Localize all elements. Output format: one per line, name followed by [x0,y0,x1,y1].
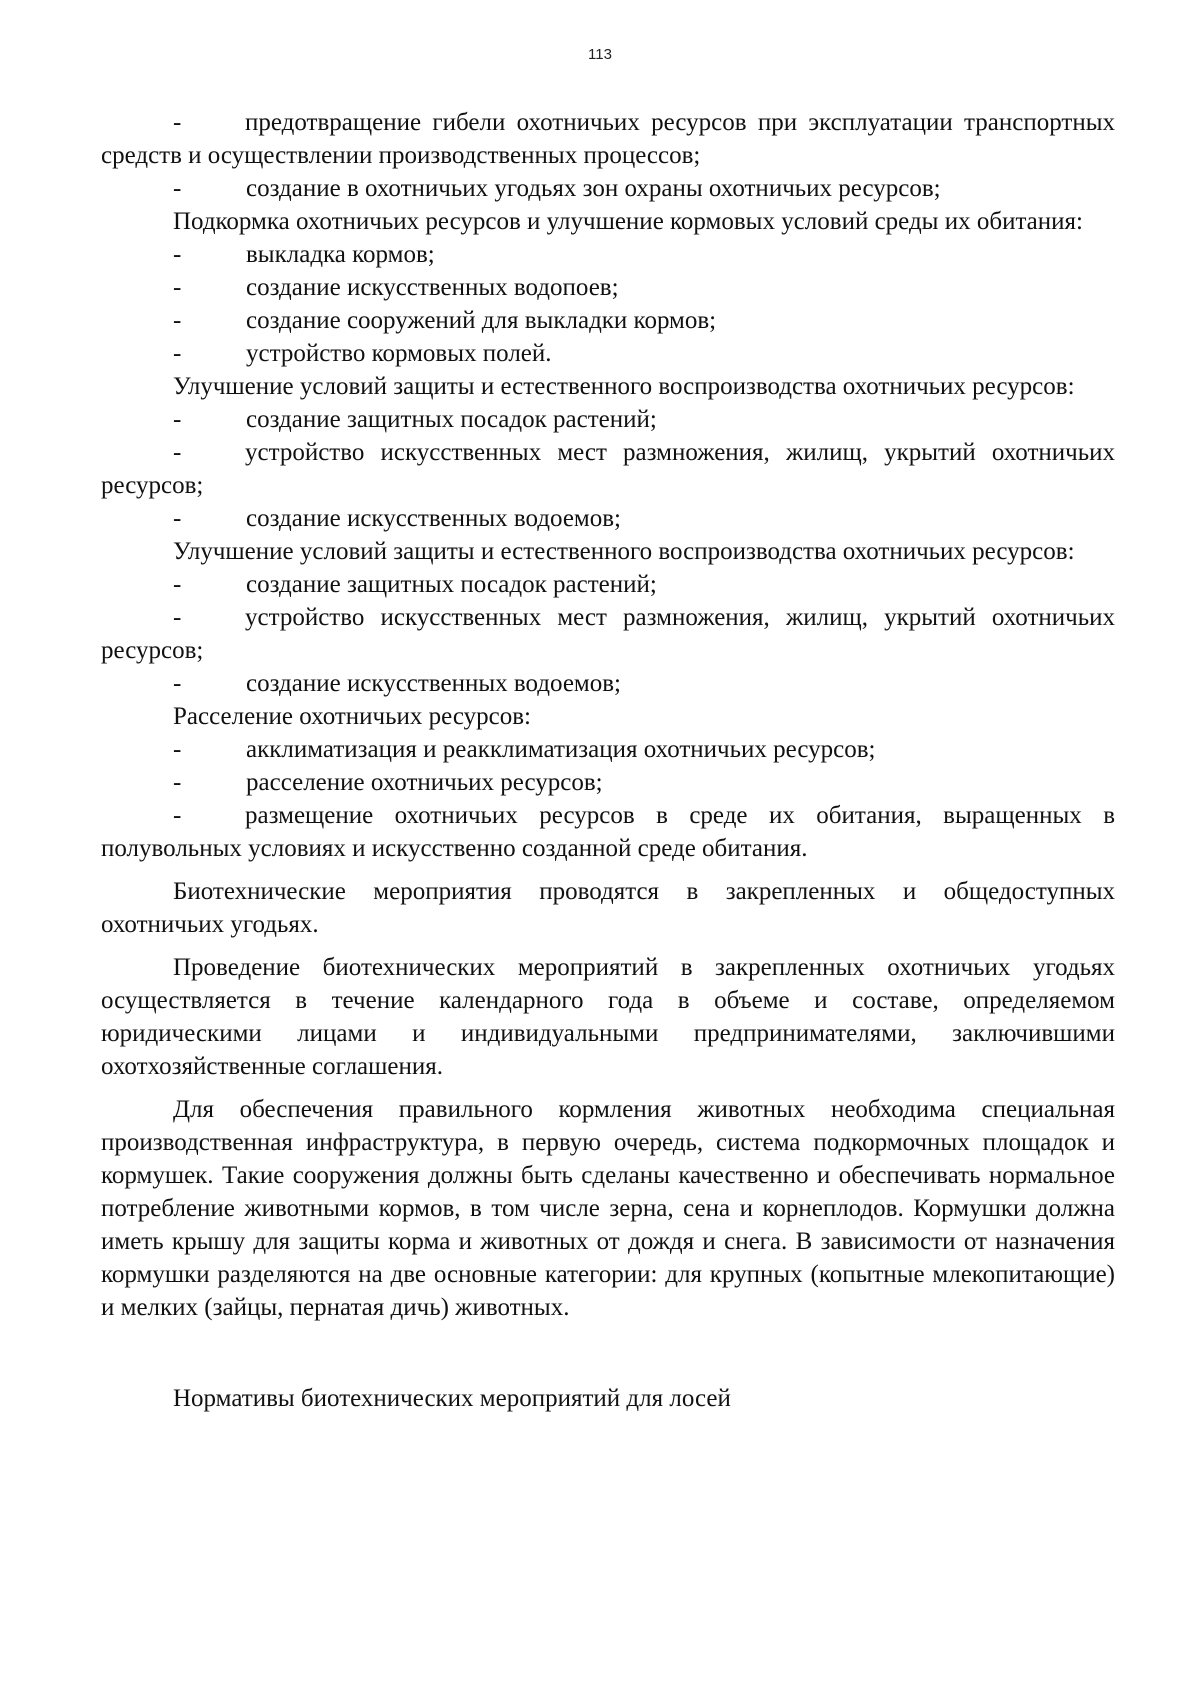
list-dash: - [173,670,182,697]
list-item [101,106,1115,172]
list-item-text: предотвращение гибели охотничьих ресурсов при эксплуатации транспортных средств и осуществлении производственных процессов; [101,109,1115,169]
list-item-text: выкладка кормов; [246,241,435,268]
paragraph: Для обеспечения правильного кормления животных необходима специальная производственная инфраструктура, в первую очередь, система подкормочных площадок и кормушек. Такие сооружения должны быть сделаны качественно и обеспечивать нормальное потребление животными кормов, в том числе зерна, сена и корнеплодов. Кормушки должна иметь крышу для защиты корма и животных от дождя и снега. В зависимости от назначения кормушки разделяются на две основные категории: для крупных (копытные млекопитающие) и мелких (зайцы, пернатая дичь) животных. [101,1096,1115,1321]
list-item [101,568,1115,601]
list-item [101,403,1115,436]
paragraph: Улучшение условий защиты и естественного воспроизводства охотничьих ресурсов: [173,538,1075,565]
list-dash: - [173,241,182,268]
list-dash: - [173,736,182,763]
list-item-text: устройство искусственных мест размножения, жилищ, укрытий охотничьих ресурсов; [101,439,1115,499]
list-item [101,337,1115,370]
paragraph: Проведение биотехнических мероприятий в закрепленных охотничьих угодьях осуществляется в течение календарного года в объеме и составе, определяемом юридическими лицами и индивидуальными предпринимателями, заключившими охотхозяйственные соглашения. [101,954,1115,1080]
list-dash: - [173,802,182,829]
list-item-text: акклиматизация и реакклиматизация охотничьих ресурсов; [246,736,876,763]
list-item [101,436,1115,502]
list-item [101,799,1115,865]
list-dash: - [173,769,182,796]
list-item-text: создание защитных посадок растений; [246,406,657,433]
list-item-text: размещение охотничьих ресурсов в среде их обитания, выращенных в полувольных условиях и искусственно созданной среде обитания. [101,802,1115,862]
list-item [101,271,1115,304]
paragraph: Расселение охотничьих ресурсов: [173,703,531,730]
list-item-text: устройство искусственных мест размножения, жилищ, укрытий охотничьих ресурсов; [101,604,1115,664]
list-item [101,172,1115,205]
section-heading: Нормативы биотехнических мероприятий для лосей [173,1385,731,1412]
list-dash: - [173,307,182,334]
list-dash: - [173,109,182,136]
list-item-text: создание в охотничьих угодьях зон охраны охотничьих ресурсов; [246,175,941,202]
list-item-text: создание искусственных водоемов; [246,670,621,697]
list-item [101,238,1115,271]
list-dash: - [173,604,182,631]
list-dash: - [173,505,182,532]
paragraph: Биотехнические мероприятия проводятся в закрепленных и общедоступных охотничьих угодьях. [101,878,1115,938]
list-dash: - [173,175,182,202]
paragraph: Улучшение условий защиты и естественного воспроизводства охотничьих ресурсов: [173,373,1075,400]
page-number: 113 [588,46,612,63]
list-item-text: расселение охотничьих ресурсов; [246,769,603,796]
list-item-text: создание искусственных водоемов; [246,505,621,532]
list-item [101,502,1115,535]
list-dash: - [173,406,182,433]
document-body [101,106,1115,1415]
list-dash: - [173,571,182,598]
list-item-text: создание искусственных водопоев; [246,274,619,301]
list-item [101,667,1115,700]
list-item [101,733,1115,766]
list-dash: - [173,340,182,367]
list-item-text: создание защитных посадок растений; [246,571,657,598]
list-item [101,766,1115,799]
list-item-text: устройство кормовых полей. [246,340,552,367]
paragraph: Подкормка охотничьих ресурсов и улучшение кормовых условий среды их обитания: [173,208,1083,235]
list-item-text: создание сооружений для выкладки кормов; [246,307,717,334]
list-dash: - [173,274,182,301]
list-item [101,304,1115,337]
list-dash: - [173,439,182,466]
list-item [101,601,1115,667]
